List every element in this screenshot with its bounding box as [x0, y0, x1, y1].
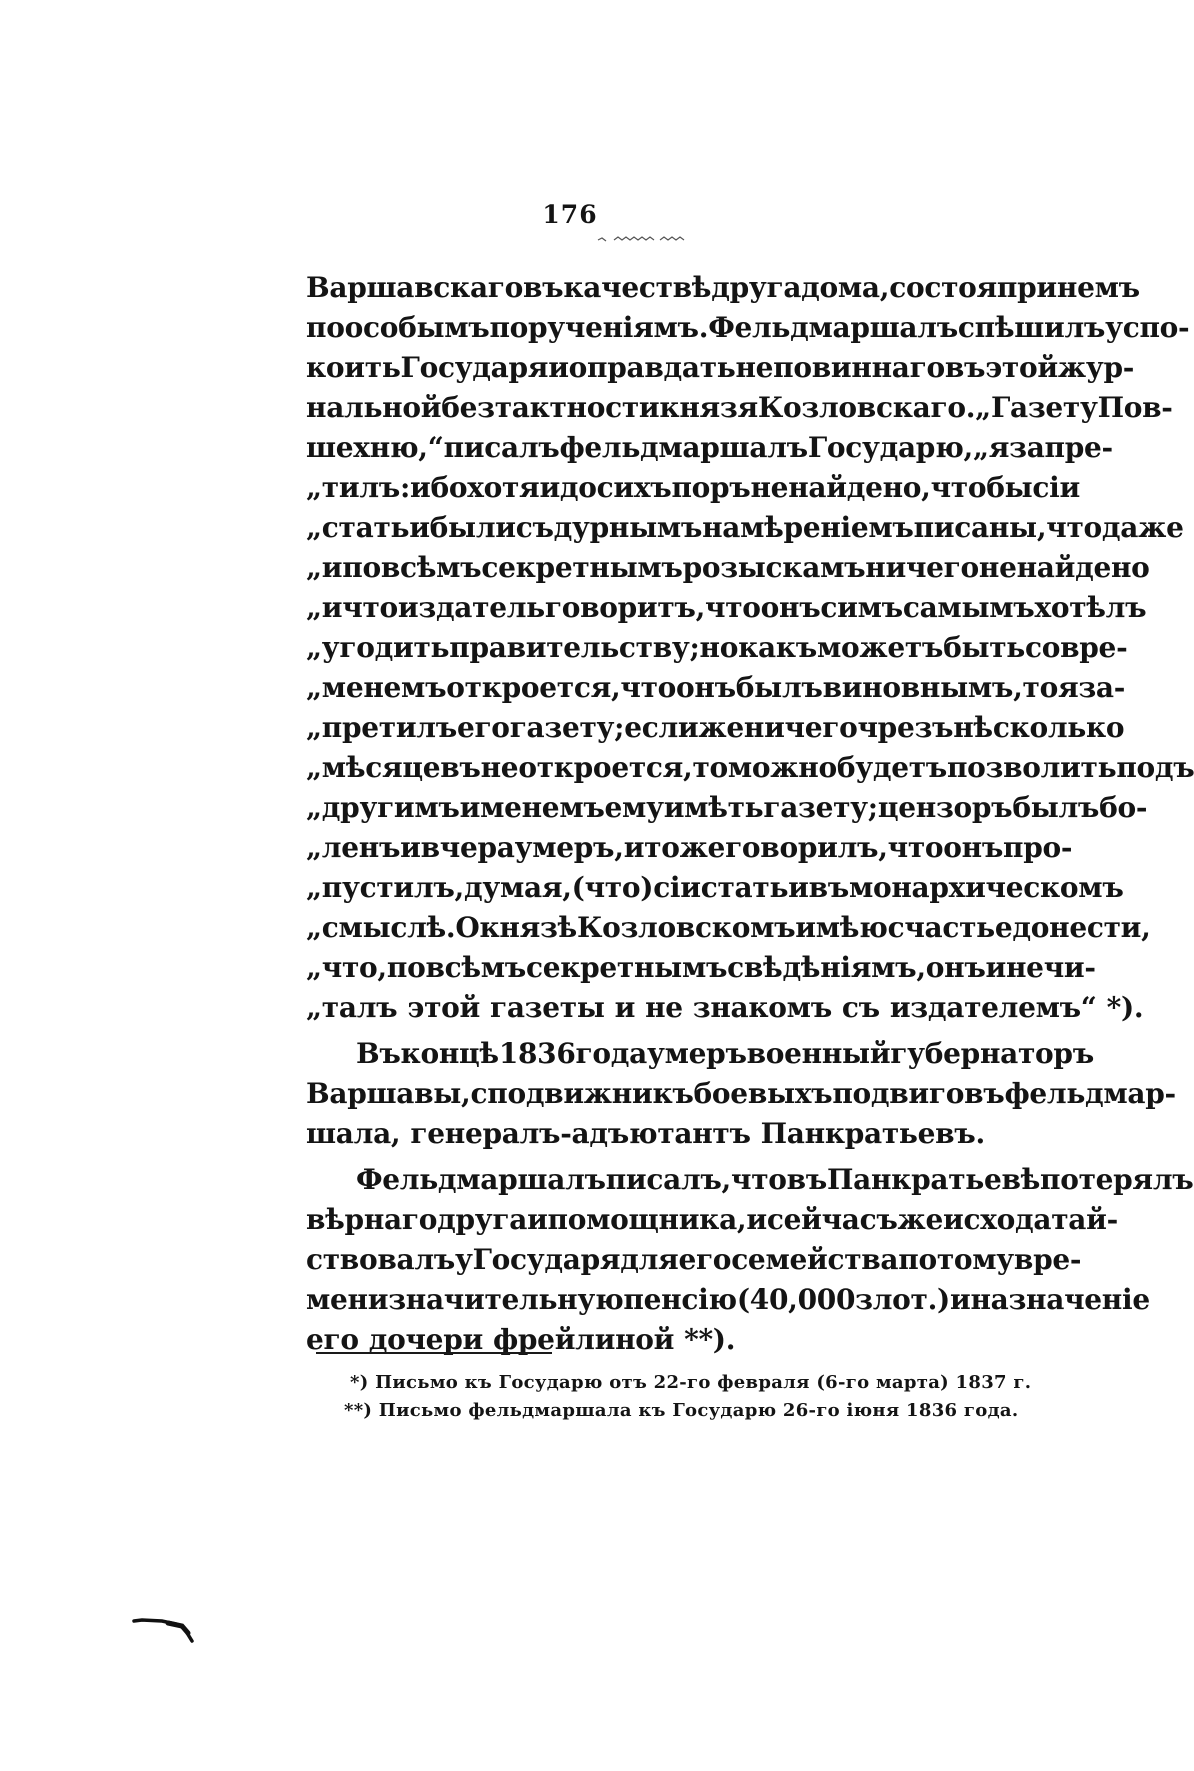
text-line	[306, 828, 1073, 868]
text-line	[306, 788, 1148, 828]
word: Государю,	[807, 431, 973, 464]
word: ствовалъ	[306, 1243, 455, 1276]
word: его	[678, 1243, 732, 1276]
word: дома,	[801, 271, 890, 304]
word: О	[455, 911, 480, 944]
word: фельдмар-	[1004, 1077, 1176, 1110]
word: умеръ,	[514, 831, 624, 864]
word: и	[623, 831, 645, 864]
word: нальной	[306, 391, 442, 424]
word: цензоръ	[877, 791, 1013, 824]
word: этой	[985, 351, 1058, 384]
word: до	[559, 471, 597, 504]
word: и	[985, 951, 1006, 984]
word: издателемъ“	[889, 991, 1097, 1024]
word: для	[620, 1243, 679, 1276]
word: знакомъ	[692, 991, 832, 1024]
text-line	[306, 1240, 1082, 1280]
word: (что)	[571, 871, 654, 904]
word: умеръ	[647, 1037, 747, 1070]
word: года	[575, 1037, 647, 1070]
word: Фельдмаршалъ	[708, 311, 958, 344]
word: дурнымъ	[553, 511, 703, 544]
text-line	[306, 868, 1124, 908]
word: откроется,	[446, 671, 621, 704]
word: коить	[306, 351, 401, 384]
word: и	[527, 1203, 548, 1236]
word: 1836	[498, 1037, 576, 1070]
word: друга	[711, 271, 802, 304]
word: издатель	[397, 591, 545, 624]
ornament-squiggle	[598, 232, 728, 244]
word: потерялъ	[1040, 1163, 1194, 1196]
word: по	[386, 951, 426, 984]
word: я	[1057, 671, 1079, 704]
word: и	[614, 991, 636, 1024]
word: помощника,	[547, 1203, 747, 1236]
word: писалъ	[443, 431, 560, 464]
word: „менемъ	[306, 671, 447, 704]
word: не	[750, 471, 789, 504]
word: *).	[1106, 991, 1144, 1024]
word: не	[480, 751, 519, 784]
text-line	[306, 628, 1128, 668]
word: то	[1022, 671, 1058, 704]
word: про-	[1003, 831, 1073, 864]
word: спѣшилъ	[957, 311, 1106, 344]
word: виновнымъ,	[822, 671, 1023, 704]
word: „мѣсяцевъ	[306, 751, 481, 784]
word: самымъ	[902, 591, 1035, 624]
footnote-divider	[316, 1352, 552, 1354]
word: значительную	[388, 1283, 624, 1316]
word: запре-	[1009, 431, 1113, 464]
word: (40,000	[736, 1283, 856, 1316]
word: Варшавы,	[306, 1077, 471, 1110]
word: счастье	[887, 911, 1013, 944]
text-line	[306, 468, 1080, 508]
text-line	[306, 1114, 1028, 1154]
word: „ленъ	[306, 831, 401, 864]
word: Въ	[356, 1037, 401, 1070]
word: и	[548, 351, 569, 384]
word: нѣсколько	[953, 711, 1125, 744]
word: Государя	[472, 1243, 621, 1276]
word: при	[996, 271, 1057, 304]
word: симъ	[820, 591, 903, 624]
text-line	[306, 748, 1194, 788]
word: состоя	[889, 271, 997, 304]
word: „я	[972, 431, 1010, 464]
word: мени	[306, 1283, 389, 1316]
word: сіи	[1032, 471, 1080, 504]
word: онъ	[925, 951, 986, 984]
word: „тилъ:	[306, 471, 410, 504]
word: же	[698, 711, 744, 744]
word: подъ	[1116, 751, 1194, 784]
word: за-	[1078, 671, 1126, 704]
word: какъ	[738, 631, 817, 664]
word: онъ	[943, 831, 1004, 864]
word: сихъ	[596, 471, 672, 504]
word: секретнымъ	[525, 951, 728, 984]
word: качествѣ	[563, 271, 712, 304]
word: и	[949, 1283, 971, 1316]
text-line	[306, 668, 1126, 708]
word: Козловскаго.	[757, 391, 976, 424]
word: газету;	[509, 711, 625, 744]
text-line	[306, 588, 1147, 628]
word: не	[978, 551, 1017, 584]
word: сейчасъ	[766, 1203, 898, 1236]
word: найдено,	[788, 471, 931, 504]
word: подвиговъ	[832, 1077, 1005, 1110]
word: но	[699, 631, 739, 664]
word: неповиннаго	[735, 351, 945, 384]
word: вре-	[1060, 631, 1128, 664]
word: военный	[746, 1037, 891, 1070]
word: говорилъ,	[725, 831, 888, 864]
word: сподвижникъ	[470, 1077, 694, 1110]
word: дочери	[368, 1323, 483, 1356]
word: то	[692, 751, 728, 784]
word: чрезъ	[857, 711, 954, 744]
text-line	[306, 308, 1190, 348]
word: „что,	[306, 951, 387, 984]
word: тоже	[644, 831, 726, 864]
word: что	[342, 591, 398, 624]
text-line	[306, 388, 1173, 428]
word: назначеніе	[970, 1283, 1150, 1316]
word: секретнымъ	[481, 551, 683, 584]
word: жур-	[1057, 351, 1135, 384]
text-line	[306, 428, 1113, 468]
word: ничего	[743, 711, 858, 744]
text-line	[306, 1160, 1194, 1200]
text-line	[306, 268, 1140, 308]
word: безтактности	[441, 391, 660, 424]
body-text	[306, 268, 1194, 1360]
word: оправдать	[568, 351, 736, 384]
word: донести,	[1012, 911, 1151, 944]
text-line	[306, 988, 1144, 1028]
word: концѣ	[400, 1037, 499, 1070]
word: можетъ	[816, 631, 944, 664]
word: „и	[306, 591, 343, 624]
word: въ	[808, 871, 849, 904]
word: что	[731, 1163, 787, 1196]
word: семейства	[731, 1243, 899, 1276]
word: чтобы	[930, 471, 1033, 504]
word: этой	[407, 991, 480, 1024]
text-line	[306, 1200, 1118, 1240]
word: были	[429, 511, 516, 544]
word: хотѣлъ	[1034, 591, 1147, 624]
word: имѣю	[795, 911, 888, 944]
word: и	[539, 471, 560, 504]
word: злот.)	[855, 1283, 950, 1316]
word: боевыхъ	[693, 1077, 833, 1110]
word: газету;	[763, 791, 878, 824]
text-line	[306, 1074, 1176, 1114]
word: съ	[515, 511, 554, 544]
word: „и	[306, 551, 343, 584]
word: у	[454, 1243, 473, 1276]
word: шехню,“	[306, 431, 444, 464]
word: не	[645, 991, 683, 1024]
word: можно	[727, 751, 837, 784]
word: Козловскомъ	[576, 911, 796, 944]
word: сіи	[653, 871, 701, 904]
word: откроется,	[518, 751, 693, 784]
word: фельдмаршалъ	[559, 431, 808, 464]
word: Пов-	[1097, 391, 1173, 424]
word: ничего	[865, 551, 979, 584]
word: порученіямъ.	[489, 311, 709, 344]
word: именемъ	[459, 791, 605, 824]
word: былъ	[1012, 791, 1100, 824]
word: что	[1046, 511, 1102, 544]
word: розыскамъ	[682, 551, 866, 584]
word: и	[746, 1203, 767, 1236]
word: быть	[943, 631, 1025, 664]
word: „статьи	[306, 511, 430, 544]
word: князѣ	[479, 911, 577, 944]
word: „талъ	[306, 991, 398, 1024]
word: говоритъ,	[544, 591, 706, 624]
word: же	[897, 1203, 944, 1236]
word: съ	[841, 991, 880, 1024]
word: и	[400, 831, 421, 864]
page-number: 176	[542, 200, 598, 229]
word: особымъ	[344, 311, 490, 344]
word: Государя	[400, 351, 549, 384]
text-line	[306, 908, 1151, 948]
word: въ	[523, 271, 564, 304]
word: думая,	[463, 871, 572, 904]
word: былъ	[735, 671, 823, 704]
word: друга	[437, 1203, 528, 1236]
word: шала,	[306, 1117, 401, 1150]
word: „другимъ	[306, 791, 460, 824]
text-line	[306, 1320, 1028, 1360]
word: вчера	[420, 831, 515, 864]
word: ему	[604, 791, 664, 824]
word: свѣдѣніямъ,	[727, 951, 926, 984]
word: поръ	[671, 471, 751, 504]
word: фрейлиной	[492, 1323, 675, 1356]
word: губернаторъ	[890, 1037, 1094, 1070]
word: будетъ	[836, 751, 947, 784]
word: бо-	[1099, 791, 1148, 824]
text-line	[306, 1280, 1150, 1320]
text-line	[306, 348, 1135, 388]
word: по	[898, 1243, 937, 1276]
word: если	[624, 711, 699, 744]
footnote-2: **) Письмо фельдмаршала къ Государю 26-го іюня 1836 года.	[344, 1400, 1019, 1421]
word: что	[705, 591, 761, 624]
word: правительству;	[449, 631, 700, 664]
text-line	[306, 948, 1096, 988]
word: успо-	[1105, 311, 1190, 344]
word: **).	[684, 1323, 736, 1356]
word: не	[1005, 951, 1044, 984]
word: ибо	[409, 471, 468, 504]
word: по	[306, 311, 345, 344]
word: монархическомъ	[848, 871, 1124, 904]
word: вре-	[1013, 1243, 1082, 1276]
margin-mark-icon	[132, 1615, 196, 1645]
word: статьи	[700, 871, 809, 904]
word: по	[342, 551, 381, 584]
word: тому	[936, 1243, 1014, 1276]
word: Панкратьевъ.	[760, 1117, 985, 1150]
word: „претилъ	[306, 711, 457, 744]
word: Варшавскаго	[306, 271, 524, 304]
word: въ	[786, 1163, 827, 1196]
footnotes	[344, 1369, 1032, 1425]
word: намѣреніемъ	[702, 511, 914, 544]
footnote-1: *) Письмо къ Государю отъ 22-го февраля (6-го марта) 1837 г.	[350, 1372, 1032, 1393]
word: всѣмъ	[425, 951, 526, 984]
word: писаны,	[913, 511, 1047, 544]
word: исходатай-	[943, 1203, 1118, 1236]
word: хотя	[467, 471, 540, 504]
word: генералъ-адъютантъ	[410, 1117, 751, 1150]
word: Фельдмаршалъ	[356, 1163, 606, 1196]
word: позволить	[946, 751, 1117, 784]
word: газеты	[489, 991, 605, 1024]
word: вѣрнаго	[306, 1203, 438, 1236]
word: со	[1025, 631, 1061, 664]
word: что	[887, 831, 944, 864]
word: имѣть	[663, 791, 764, 824]
word: „пустилъ,	[306, 871, 464, 904]
word: немъ	[1056, 271, 1140, 304]
word: пенсію	[623, 1283, 737, 1316]
word: его	[456, 711, 510, 744]
word: князя	[659, 391, 758, 424]
text-line	[306, 708, 1125, 748]
word: „Газету	[975, 391, 1098, 424]
word: онъ	[760, 591, 821, 624]
word: даже	[1101, 511, 1184, 544]
text-line	[306, 548, 1150, 588]
text-line	[306, 508, 1184, 548]
word: чи-	[1043, 951, 1096, 984]
word: найдено	[1016, 551, 1150, 584]
word: „угодить	[306, 631, 450, 664]
word: „смыслѣ.	[306, 911, 456, 944]
word: онъ	[676, 671, 736, 704]
word: его	[306, 1323, 359, 1356]
word: въ	[944, 351, 986, 384]
word: всѣмъ	[380, 551, 482, 584]
text-line	[306, 1034, 1094, 1074]
word: Панкратьевѣ	[826, 1163, 1041, 1196]
word: что	[620, 671, 677, 704]
word: писалъ,	[605, 1163, 732, 1196]
